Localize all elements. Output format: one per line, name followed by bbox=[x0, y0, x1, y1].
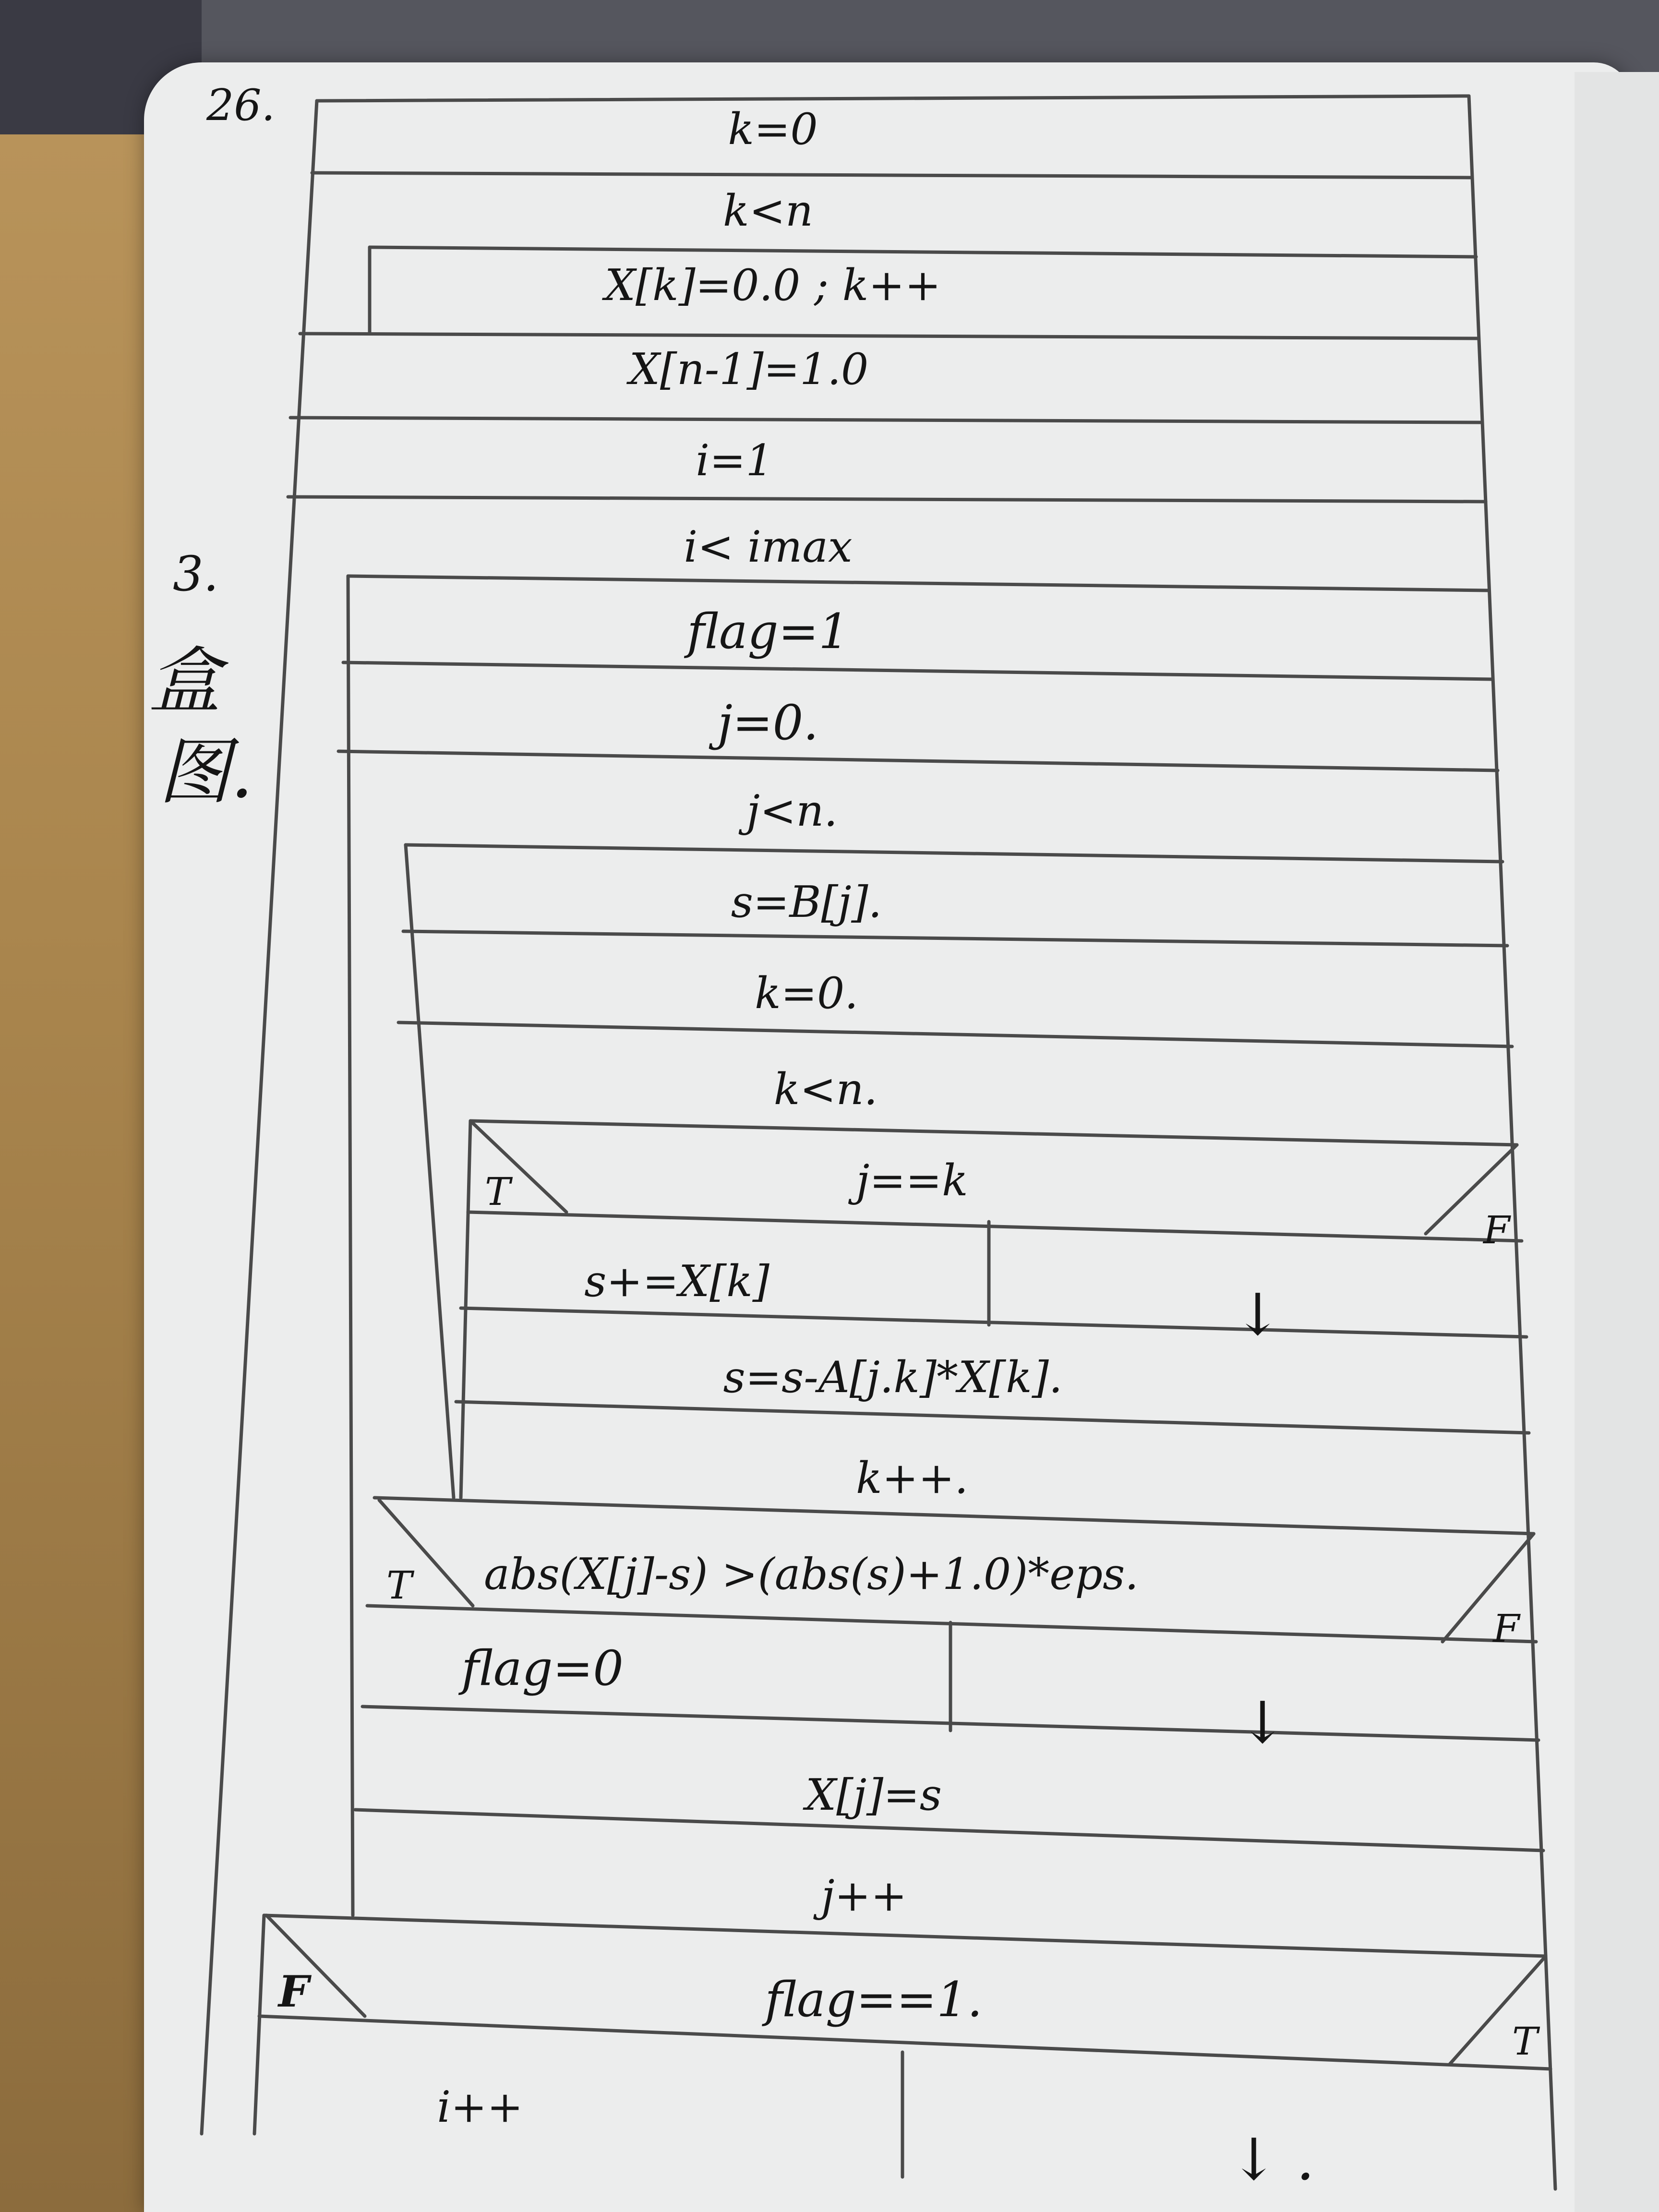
block-s-init: s=B[j]. bbox=[731, 877, 882, 927]
margin-char-2: 图. bbox=[158, 731, 253, 814]
block-j-incr: j++ bbox=[821, 1871, 907, 1921]
block-k-reset: k=0. bbox=[755, 968, 858, 1019]
block-if-flag-cond: flag==1. bbox=[765, 1972, 983, 2028]
branch-false-label-1: F bbox=[1483, 1208, 1510, 1252]
block-s-update: s=s-A[j.k]*X[k]. bbox=[723, 1352, 1063, 1403]
block-x-assign: X[j]=s bbox=[805, 1770, 942, 1820]
block-if-jk-true: s+=X[k] bbox=[584, 1256, 769, 1307]
block-j-loop-cond: j<n. bbox=[746, 786, 838, 836]
margin-char-1: 盒 bbox=[149, 639, 221, 723]
block-k-incr: k++. bbox=[856, 1453, 968, 1503]
block-x-init: X[k]=0.0 ; k++ bbox=[604, 260, 941, 311]
block-i-incr: i++ bbox=[437, 2082, 523, 2132]
margin-number: 3. bbox=[173, 546, 219, 602]
block-k-loop-cond: k<n bbox=[723, 186, 813, 236]
block-k-inner-cond: k<n. bbox=[773, 1064, 878, 1115]
branch-true-label-3: T bbox=[1512, 2019, 1538, 2064]
block-k-init: k=0 bbox=[728, 104, 818, 155]
block-j-init: j=0. bbox=[717, 695, 819, 751]
branch-true-label-1: T bbox=[485, 1169, 511, 1214]
block-flag-zero: flag=0 bbox=[461, 1640, 624, 1696]
empty-branch-arrow-3: ↓ . bbox=[1229, 2127, 1315, 2193]
branch-true-label-2: T bbox=[386, 1563, 412, 1608]
block-i-loop-cond: i< imax bbox=[684, 522, 853, 572]
block-flag-init: flag=1 bbox=[687, 603, 849, 660]
block-if-abs-cond: abs(X[j]-s) >(abs(s)+1.0)*eps. bbox=[484, 1549, 1139, 1599]
block-x-last: X[n-1]=1.0 bbox=[629, 344, 869, 395]
block-if-jk-cond: j==k bbox=[856, 1155, 968, 1206]
block-i-init: i=1 bbox=[696, 435, 773, 486]
branch-false-label-3: F bbox=[278, 1966, 309, 2017]
empty-branch-arrow-2: ↓ bbox=[1238, 1690, 1287, 1756]
empty-branch-arrow-1: ↓ bbox=[1233, 1282, 1282, 1348]
branch-false-label-2: F bbox=[1493, 1606, 1520, 1651]
page-label: 26. bbox=[206, 80, 276, 131]
